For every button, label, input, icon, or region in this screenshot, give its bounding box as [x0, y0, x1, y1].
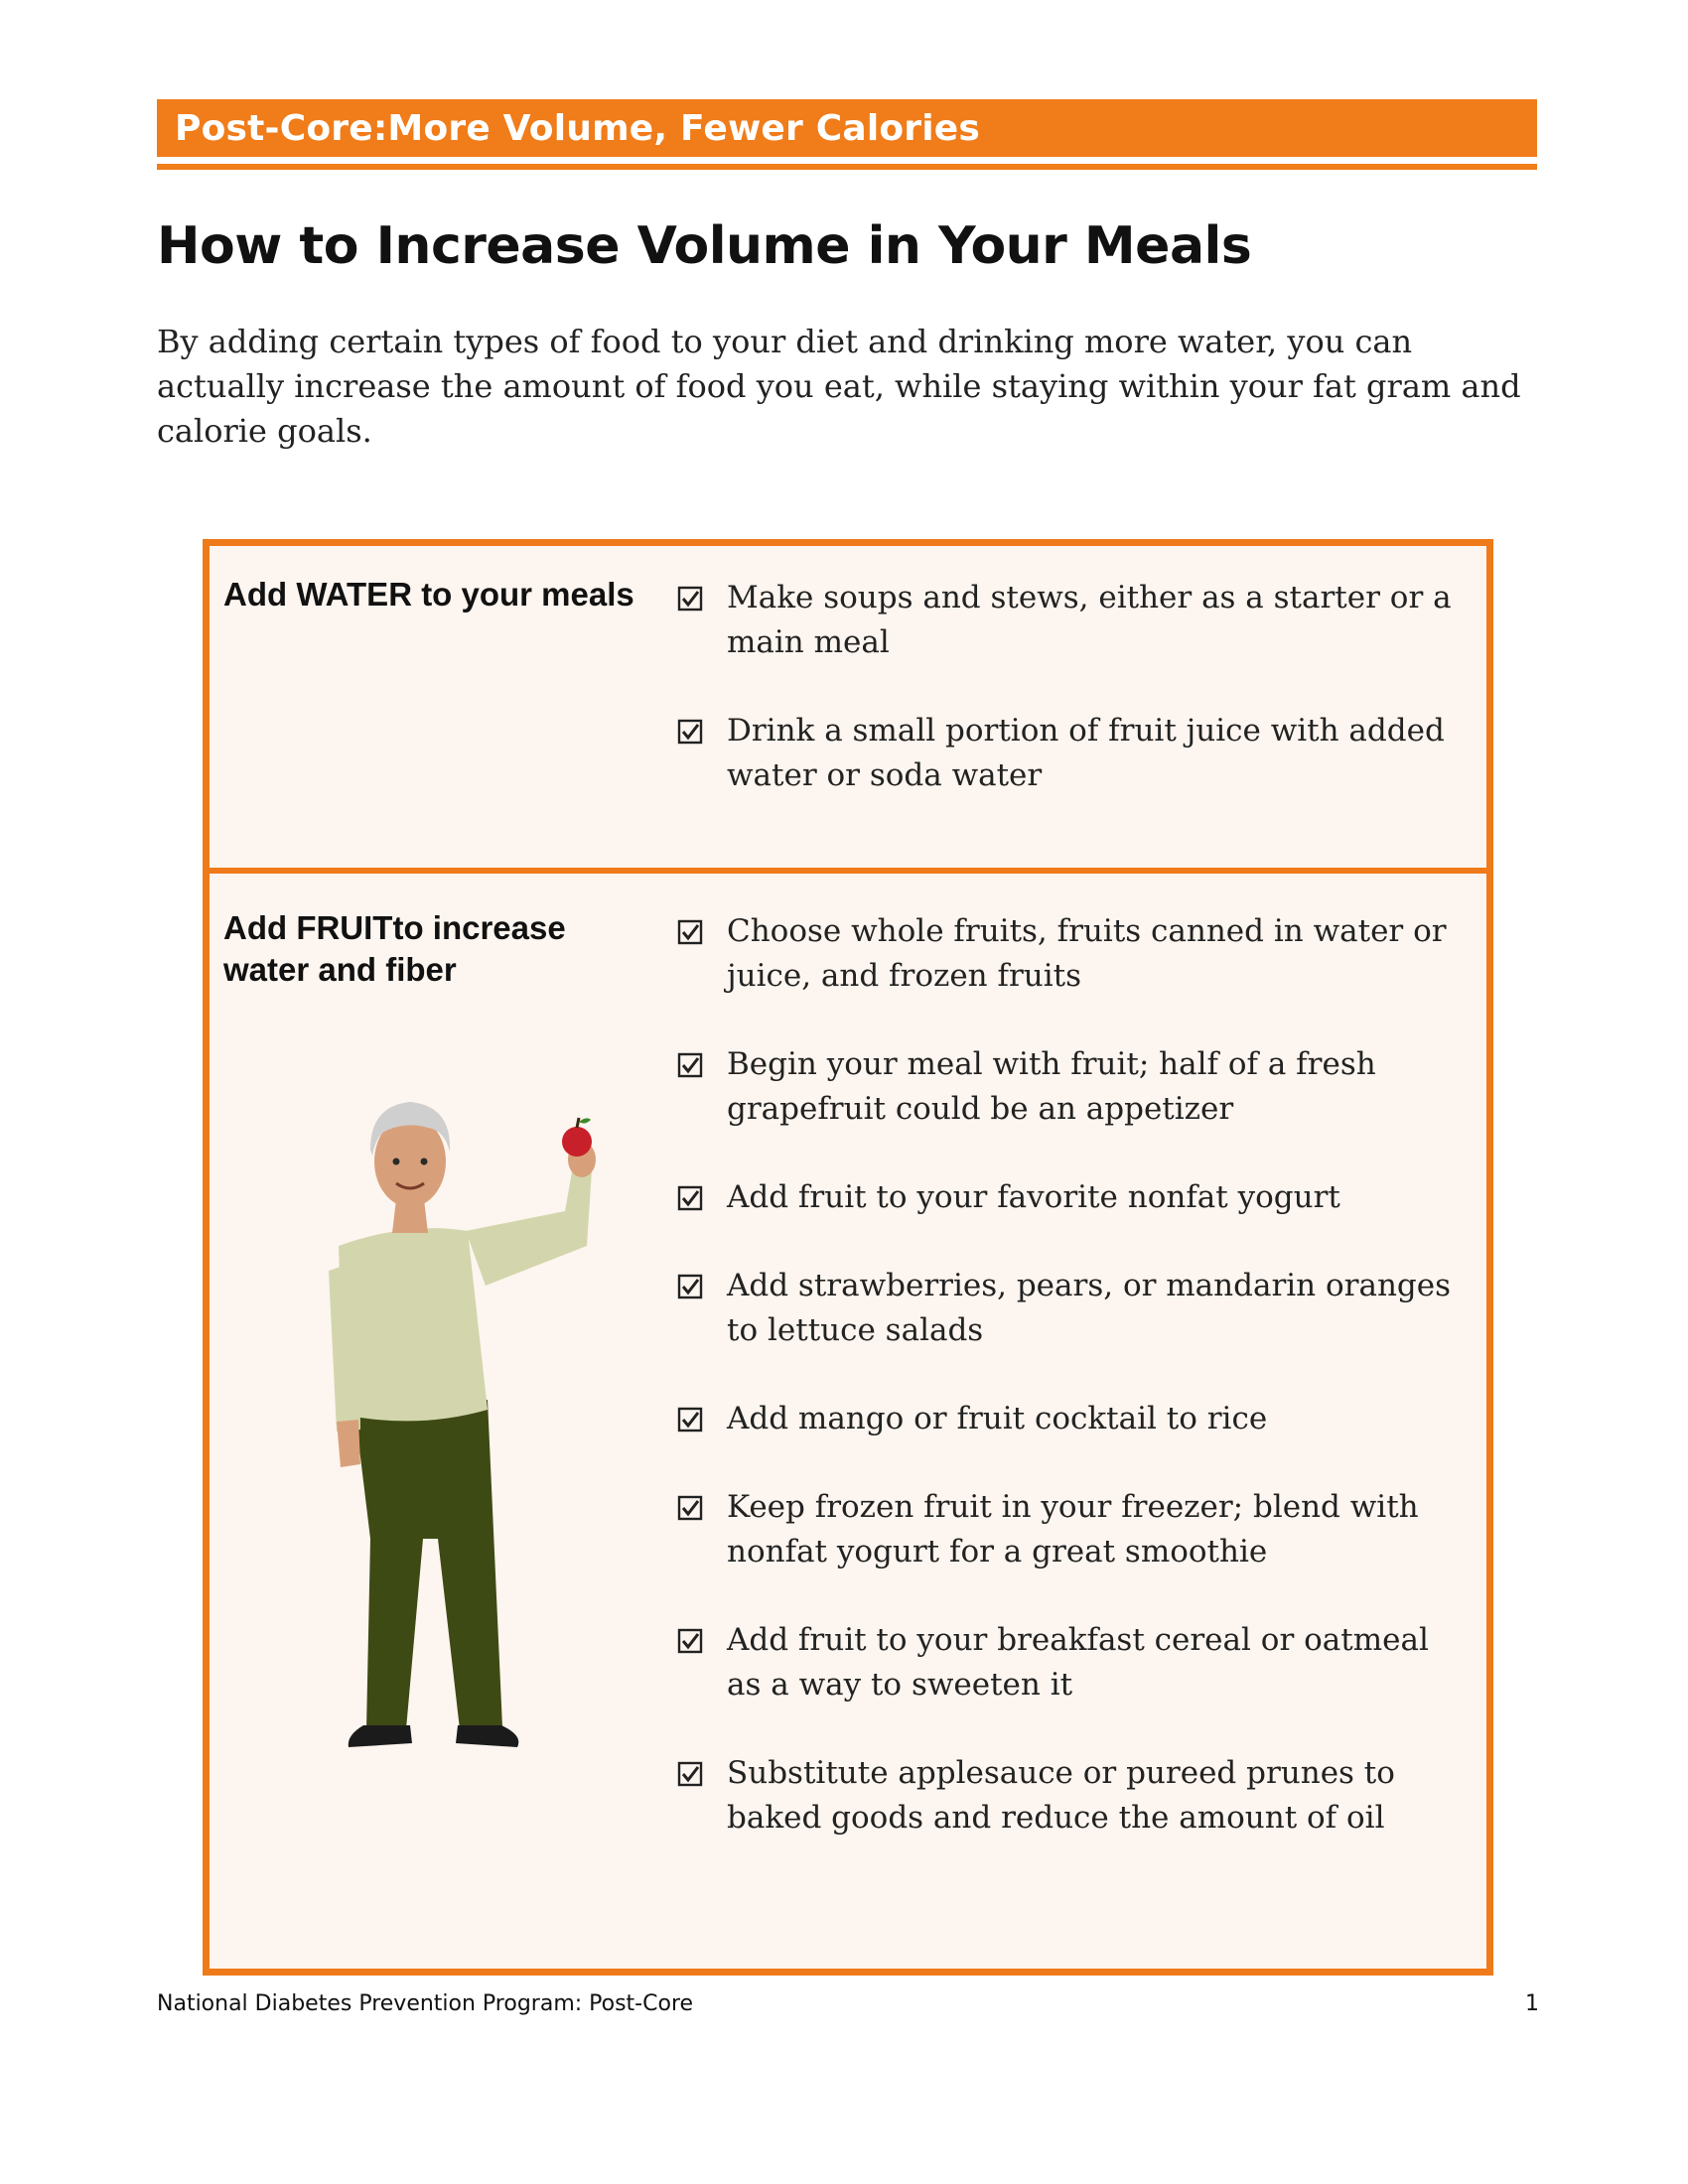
list-item-text: Keep frozen fruit in your freezer; blend with nonfat yogurt for a great smoothie — [727, 1489, 1419, 1570]
checkbox-checked-icon — [677, 1761, 703, 1787]
list-item-text: Add mango or fruit cocktail to rice — [727, 1401, 1268, 1436]
checkbox-checked-icon — [677, 919, 703, 945]
checkbox-checked-icon — [677, 1407, 703, 1433]
list-item-text: Substitute applesauce or pureed prunes to baked goods and reduce the amount of oil — [727, 1755, 1395, 1836]
man-holding-apple-illustration — [289, 1072, 646, 1767]
section-divider — [210, 868, 1486, 874]
list-item — [677, 1485, 1462, 1574]
list-item-text: Make soups and stews, either as a starter or a main meal — [727, 580, 1452, 660]
checkbox-checked-icon — [677, 1052, 703, 1078]
list-item-text: Add fruit to your favorite nonfat yogurt — [727, 1179, 1340, 1215]
list-item — [677, 909, 1462, 999]
list-item — [677, 576, 1462, 665]
water-tips-list — [677, 576, 1462, 842]
page-number: 1 — [1525, 1991, 1539, 2016]
page-title: How to Increase Volume in Your Meals — [157, 216, 1252, 276]
list-item — [677, 1042, 1462, 1132]
checkbox-checked-icon — [677, 586, 703, 612]
list-item-text: Choose whole fruits, fruits canned in water or juice, and frozen fruits — [727, 913, 1447, 994]
intro-paragraph: By adding certain types of food to your diet and drinking more water, you can actually increase the amount of food you eat, while staying within your fat gram and calorie goals. — [157, 323, 1521, 450]
footer-program-name: National Diabetes Prevention Program: Post-Core — [157, 1991, 694, 2016]
list-item — [677, 1264, 1462, 1353]
list-item — [677, 1397, 1462, 1441]
list-item — [677, 1751, 1462, 1841]
section-banner — [157, 99, 1537, 157]
banner-underline — [157, 164, 1537, 170]
tips-panel — [203, 539, 1493, 1976]
fruit-tips-list — [677, 909, 1462, 1884]
list-item-text: Add fruit to your breakfast cereal or oatmeal as a way to sweeten it — [727, 1622, 1429, 1703]
banner-title: Post-Core:More Volume, Fewer Calories — [175, 107, 981, 149]
water-section-heading: Add WATER to your meals — [223, 576, 634, 613]
list-item — [677, 1618, 1462, 1707]
list-item-text: Begin your meal with fruit; half of a fresh grapefruit could be an appetizer — [727, 1046, 1376, 1127]
checkbox-checked-icon — [677, 1495, 703, 1521]
checkbox-checked-icon — [677, 1274, 703, 1299]
checkbox-checked-icon — [677, 719, 703, 745]
checkbox-checked-icon — [677, 1185, 703, 1211]
list-item — [677, 709, 1462, 798]
list-item-text: Add strawberries, pears, or mandarin oranges to lettuce salads — [727, 1268, 1452, 1348]
list-item — [677, 1175, 1462, 1220]
checkbox-checked-icon — [677, 1628, 703, 1654]
fruit-section-heading: Add FRUITto increase water and fiber — [223, 909, 566, 988]
list-item-text: Drink a small portion of fruit juice with added water or soda water — [727, 713, 1445, 793]
